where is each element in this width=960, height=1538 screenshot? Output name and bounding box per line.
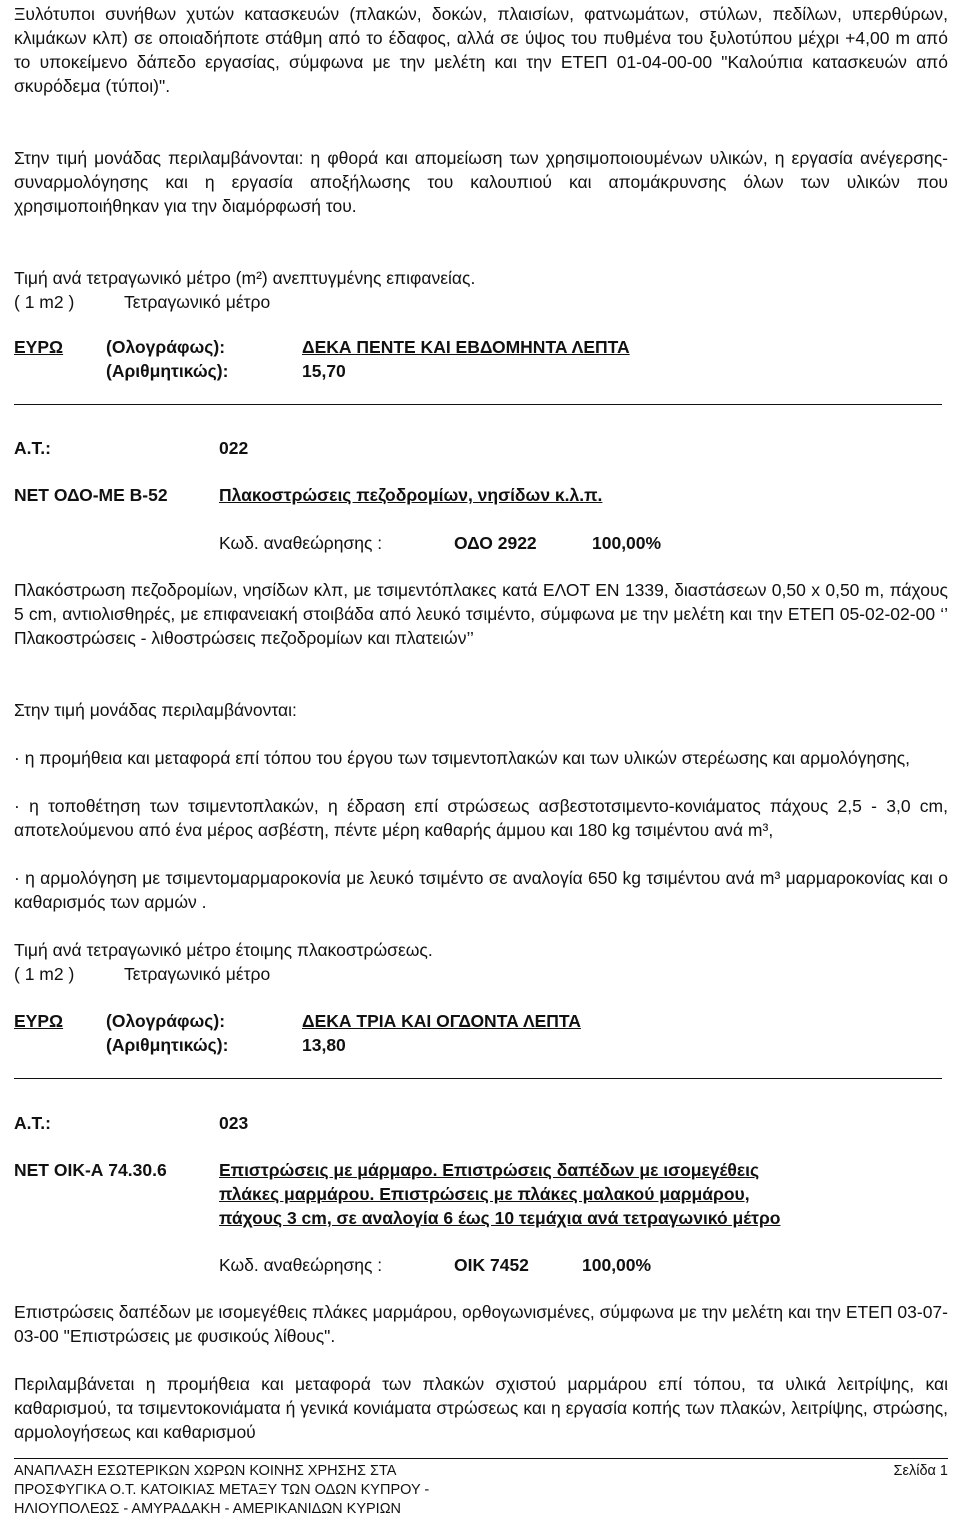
- item-022-price-number-row: [14, 1033, 948, 1057]
- item-022-price-words-row: [14, 1009, 948, 1033]
- price-in-words: ΔΕΚΑ ΠΕΝΤΕ ΚΑΙ ΕΒΔΟΜΗΝΤΑ ΛΕΠΤΑ: [302, 337, 630, 357]
- revision-percent: 100,00%: [582, 1255, 652, 1275]
- item-022-bullet-1: · η προμήθεια και μεταφορά επί τόπου του έργου των τσιμεντοπλακών και των υλικών στερέωσης και αρμολόγησης,: [14, 748, 911, 768]
- formwork-unit-row: [14, 290, 948, 314]
- page-footer: [14, 1462, 948, 1519]
- item-title-line-2: πλάκες μαρμάρου. Επιστρώσεις με πλάκες μαλακού μαρμάρου,: [219, 1184, 750, 1204]
- revision-label: Κωδ. αναθεώρησης :: [219, 1255, 383, 1275]
- formwork-price-words-row: [14, 335, 948, 359]
- item-023-description: Επιστρώσεις δαπέδων με ισομεγέθεις πλάκες μαρμάρου, ορθογωνισμένες, σύμφωνα με την μελέτη και την ΕΤΕΠ 03-07-03-00 "Επιστρώσεις με φυσικούς λίθους".: [14, 1302, 948, 1346]
- item-022-bullet-2: · η τοποθέτηση των τσιμεντοπλακών, η έδραση επί στρώσεως ασβεστοτσιμεντο-κονιάματος πάχους 2,5 - 3,0 cm, αποτελούμενου από ένα μέρος ασβέστη, πέντε μέρη καθαρής άμμου και 180 kg τσιμέντου ανά m³,: [14, 796, 948, 840]
- item-022-at-row: [14, 436, 948, 460]
- formwork-description: Ξυλότυποι συνήθων χυτών κατασκευών (πλακών, δοκών, πλαισίων, φατνωμάτων, στύλων, πεδίλων, υπερθύρων, κλιμάκων κλπ) σε οποιαδήποτε στάθμη από το έδαφος, αλλά σε ύψος του πυθμένα του ξυλοτύπου μέχρι +4,00 m από το υποκείμενο δάπεδο εργασίας, σύμφωνα με την μελέτη και την ΕΤΕΠ 01-04-00-00 "Καλούπια κατασκευών από σκυρόδεμα (τύποι)".: [14, 4, 948, 96]
- formwork-price-unit: Τιμή ανά τετραγωνικό μέτρο (m²) ανεπτυγμένης επιφανείας.: [14, 268, 476, 288]
- item-022-bullet-3: · η αρμολόγηση με τσιμεντομαρμαροκονία με λευκό τσιμέντο σε αναλογία 650 kg τσιμέντου ανά m³ μαρμαροκονίας και ο καθαρισμός των αρμών .: [14, 868, 948, 912]
- at-value: 022: [219, 438, 249, 458]
- price-in-numbers: 15,70: [302, 361, 346, 381]
- revision-code: ΟΔΟ 2922: [454, 533, 537, 553]
- price-in-words: ΔΕΚΑ ΤΡΙΑ ΚΑΙ ΟΓΔΟΝΤΑ ΛΕΠΤΑ: [302, 1011, 581, 1031]
- revision-percent: 100,00%: [592, 533, 662, 553]
- section-divider: [14, 404, 942, 405]
- unit-name: Τετραγωνικό μέτρο: [124, 292, 271, 312]
- item-023-includes: Περιλαμβάνεται η προμήθεια και μεταφορά των πλακών σχιστού μαρμάρου επί τόπου, τα υλικά λειτρίψης, και καθαρισμού, τα τσιμεντοκονιάματα ή γενικά κονιάματα στρώσεως και η εργασία κοπής των πλακών, λειτρίψης, στρώσης, αρμολογήσεως και καθαρισμού: [14, 1374, 948, 1442]
- item-022-description: Πλακόστρωση πεζοδρομίων, νησίδων κλπ, με τσιμεντόπλακες κατά ΕΛΟΤ ΕΝ 1339, διαστάσεων 0,50 x 0,50 m, πάχους 5 cm, αντιολισθηρές, με επιφανειακή στοιβάδα από λευκό τσιμέντο, σύμφωνα με την μελέτη και την ΕΤΕΠ 05-02-02-00 ‘’ Πλακοστρώσεις - λιθοστρώσεις πεζοδρομίων και πλατειών’’: [14, 580, 948, 648]
- footer-page-number: Σελίδα 1: [893, 1463, 948, 1479]
- footer-project-title: ΑΝΑΠΛΑΣΗ ΕΣΩΤΕΡΙΚΩΝ ΧΩΡΩΝ ΚΟΙΝΗΣ ΧΡΗΣΗΣ ΣΤΑ ΠΡΟΣΦΥΓΙΚΑ Ο.Τ. ΚΑΤΟΙΚΙΑΣ ΜΕΤΑΞΥ ΤΩΝ ΟΔΩΝ ΚΥΠΡΟΥ - ΗΛΙΟΥΠΟΛΕΩΣ - ΑΜΥΡΑΔΑΚΗ - ΑΜΕΡΙΚΑΝΙΔΩΝ ΚΥΡΙΩΝ: [14, 1463, 430, 1517]
- revision-code: ΟΙΚ 7452: [454, 1255, 529, 1275]
- unit-name: Τετραγωνικό μέτρο: [124, 964, 271, 984]
- item-023-code-row: [14, 1158, 948, 1182]
- item-code: ΝΕΤ ΟΔΟ-ΜΕ Β-52: [14, 485, 168, 505]
- item-023-revision-row: [14, 1253, 948, 1277]
- item-title-line-1: Επιστρώσεις με μάρμαρο. Επιστρώσεις δαπέδων με ισομεγέθεις: [219, 1160, 760, 1180]
- formwork-price-number-row: [14, 359, 948, 383]
- item-023-title-row-3: [14, 1206, 948, 1230]
- currency-label: ΕΥΡΩ: [14, 337, 64, 357]
- at-label: Α.Τ.:: [14, 438, 51, 458]
- item-code: ΝΕΤ ΟΙΚ-Α 74.30.6: [14, 1160, 167, 1180]
- price-in-numbers: 13,80: [302, 1035, 346, 1055]
- item-022-revision-row: [14, 531, 948, 555]
- at-label: Α.Τ.:: [14, 1113, 51, 1133]
- at-value: 023: [219, 1113, 249, 1133]
- item-022-price-unit: Τιμή ανά τετραγωνικό μέτρο έτοιμης πλακοστρώσεως.: [14, 940, 433, 960]
- section-divider: [14, 1078, 942, 1079]
- footer-divider: [14, 1458, 948, 1459]
- item-022-code-row: [14, 483, 948, 507]
- unit-quantity: ( 1 m2 ): [14, 964, 75, 984]
- currency-label: ΕΥΡΩ: [14, 1011, 64, 1031]
- item-title-line-3: πάχους 3 cm, σε αναλογία 6 έως 10 τεμάχια ανά τετραγωνικό μέτρο: [219, 1208, 781, 1228]
- item-022-unit-row: [14, 962, 948, 986]
- item-023-at-row: [14, 1111, 948, 1135]
- revision-label: Κωδ. αναθεώρησης :: [219, 533, 383, 553]
- number-label: (Αριθμητικώς):: [106, 361, 229, 381]
- item-023-title-row-2: [14, 1182, 948, 1206]
- unit-quantity: ( 1 m2 ): [14, 292, 75, 312]
- words-label: (Ολογράφως):: [106, 337, 226, 357]
- number-label: (Αριθμητικώς):: [106, 1035, 229, 1055]
- formwork-includes: Στην τιμή μονάδας περιλαμβάνονται: η φθορά και απομείωση των χρησιμοποιουμένων υλικών, η εργασία ανέγερσης-συναρμολόγησης και η εργασία αποξήλωσης του καλουπιού και απομάκρυνσης όλων των υλικών που χρησιμοποιήθηκαν για την διαμόρφωσή του.: [14, 148, 948, 216]
- words-label: (Ολογράφως):: [106, 1011, 226, 1031]
- item-022-includes-heading: Στην τιμή μονάδας περιλαμβάνονται:: [14, 700, 297, 720]
- item-title: Πλακοστρώσεις πεζοδρομίων, νησίδων κ.λ.π.: [219, 485, 603, 505]
